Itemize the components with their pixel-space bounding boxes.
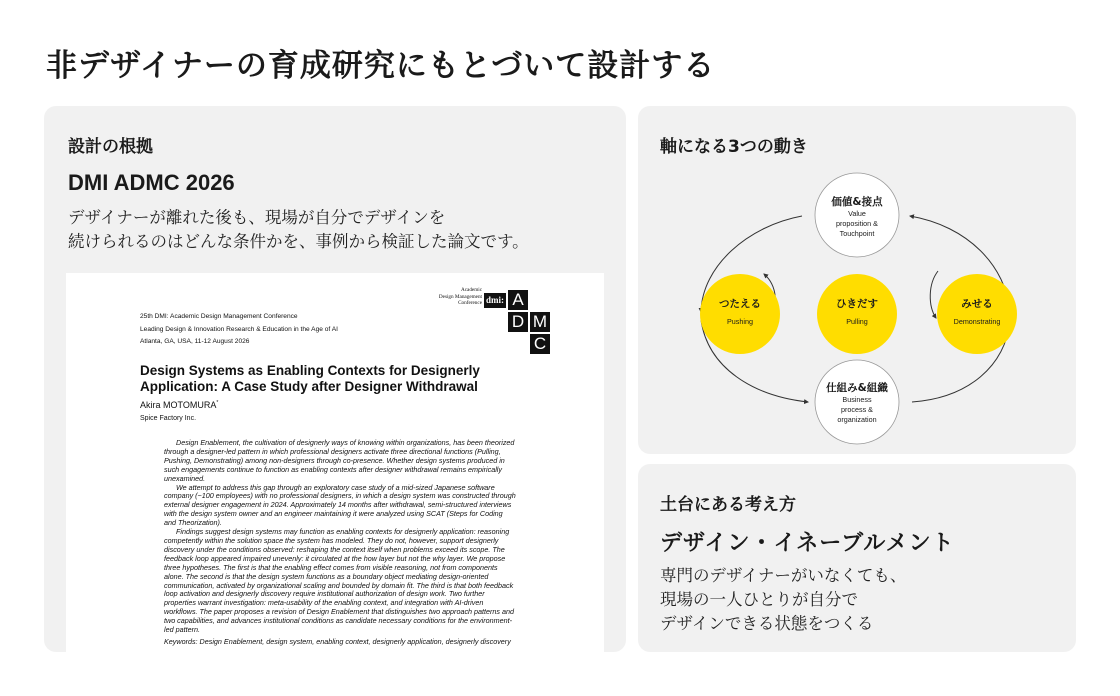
abstract-line: through a designer-led pattern in which professional designers activate three directional functions (Pulling, [164,446,501,456]
conf-line: Atlanta, GA, USA, 11-12 August 2026 [140,338,250,345]
foundation-desc-line: 現場の一人ひとりが自分で [660,590,858,609]
basis-desc-line: デザイナーが離れた後も、現場が自分でデザインを [68,208,446,227]
logo-letter-c: C [530,334,550,354]
node-top-sub: Value [848,209,866,218]
page-title: 非デザイナーの育成研究にもとづいて設計する [46,48,716,84]
abstract-line: three hypotheses. The first is that the enabling effect comes from visible reasoning, not from components [164,562,498,572]
foundation-desc-line: デザインできる状態をつくる [660,614,874,633]
paper-abstract [164,439,556,647]
abstract-line: with the design system owner and an engineer maintaining it were analyzed using SCAT (Steps for Coding [164,509,503,519]
node-bottom-sub: Business [842,395,872,404]
abstract-line: Design Enablement, the cultivation of designerly ways of knowing within organizations, has been theorized [176,438,515,447]
abstract-line: workflows. The paper proposes a revision of Design Enablement that distinguishes two approach patterns and [164,607,514,617]
node-left-sub: Pushing [727,317,753,326]
node-right-sub: Demonstrating [953,317,1001,326]
abstract-line: loop activation and designerly discovery require institutional authorization of design work. Two further [164,589,485,599]
node-top-text [807,196,907,239]
author-mark: * [216,400,219,406]
node-right-text [937,298,1017,327]
paper-preview[interactable] [66,273,604,652]
movements-card [638,106,1076,454]
abstract-line: Findings suggest design systems may function as enabling contexts for designerly application: reasoning [176,527,510,537]
conference-info [140,311,338,349]
logo-letter-d: D [508,312,528,332]
abstract-keywords: Keywords: Design Enablement, design system, enabling context, designerly application, designerly discovery [164,636,511,646]
logo-letter-m: M [530,312,550,332]
abstract-line: unexamined. [164,473,206,483]
concept-name: デザイン・イネーブルメント [660,531,955,556]
basis-description [68,206,608,254]
abstract-line: such engagements continue to function as enabling contexts after designer withdrawal remains empirically [164,464,502,474]
node-left-text [700,298,780,327]
node-top-sub: Touchpoint [839,229,875,238]
conference-name: DMI ADMC 2026 [68,170,235,195]
abstract-line: company (~100 employees) with no professional designers, in which a design system was constructed through [164,491,516,501]
paper-title-line: Design Systems as Enabling Contexts for Designerly [140,363,480,378]
abstract-line: properties warrant investigation: meta-usability of the enabling context, and integration with AI-driven [164,598,484,608]
abstract-line: Pushing, Demonstrating) among non-designers through co-presence. Whether design systems produced in [164,455,505,465]
logo-letter-a: A [508,290,528,310]
node-center-title: ひきだす [836,298,878,310]
conf-line: 25th DMI: Academic Design Management Conference [140,313,298,320]
abstract-line: competently within the solution space the system has modeled. They do not, however, support designerly [164,535,499,545]
movements-label: 軸になる3つの動き [660,137,808,157]
author-name: Akira MOTOMURA [140,400,217,410]
node-top-title: 価値&接点 [831,196,883,208]
logo-line: Conference [458,300,482,306]
abstract-line: and Theorization). [164,518,222,528]
node-center-text [817,298,897,327]
node-right-title: みせる [961,298,993,310]
conf-line: Leading Design & Innovation Research & Education in the Age of AI [140,325,338,333]
dmi-logo: dmi: [484,293,506,308]
abstract-line: led pattern. [164,625,200,635]
abstract-line: alone. The second is that the design system functions as a boundary object mediating design-oriented [164,571,489,581]
abstract-line: two capabilities, and advances institutional conditions as candidate necessary conditions for the environment- [164,616,512,626]
abstract-line: discovery under the conditions observed: reshaping the context itself when problems exceed its scope. The [164,544,505,554]
abstract-line: We attempt to address this gap through an exploratory case study of a mid-sized Japanese software [176,482,495,492]
node-bottom-sub: organization [837,415,877,424]
foundation-description [660,564,1060,636]
logo-line: Design Management [438,293,482,300]
abstract-line: feedback loop appeared impaired unevenly: it circulated at the how layer but not the why layer. We propose [164,553,506,563]
paper-affiliation: Spice Factory Inc. [140,415,197,422]
node-bottom-sub: process & [841,405,873,414]
node-bottom-title: 仕組み&組織 [826,382,888,394]
node-left-title: つたえる [719,298,761,310]
basis-label: 設計の根拠 [68,137,153,157]
admc-logo-text [418,287,482,307]
basis-desc-line: 続けられるのはどんな条件かを、事例から検証した論文です。 [68,232,529,251]
basis-card [44,106,626,652]
abstract-line: communication, activated by organizational scaling and bounded by domain fit. The third is that both feedback [164,580,514,590]
node-bottom-text [807,382,907,425]
node-center-sub: Pulling [846,317,868,326]
paper-title-line: Application: A Case Study after Designer Withdrawal [140,379,478,394]
foundation-label: 土台にある考え方 [660,495,796,515]
node-top-sub: proposition & [836,219,878,228]
paper-author [140,400,218,410]
logo-line: Academic [460,287,482,293]
abstract-line: external designer engagement in 2024. Approximately 14 months after withdrawal, semi-structured interviews [164,500,512,510]
paper-title [140,363,480,395]
foundation-card [638,464,1076,652]
foundation-desc-line: 専門のデザイナーがいなくても、 [660,566,907,585]
